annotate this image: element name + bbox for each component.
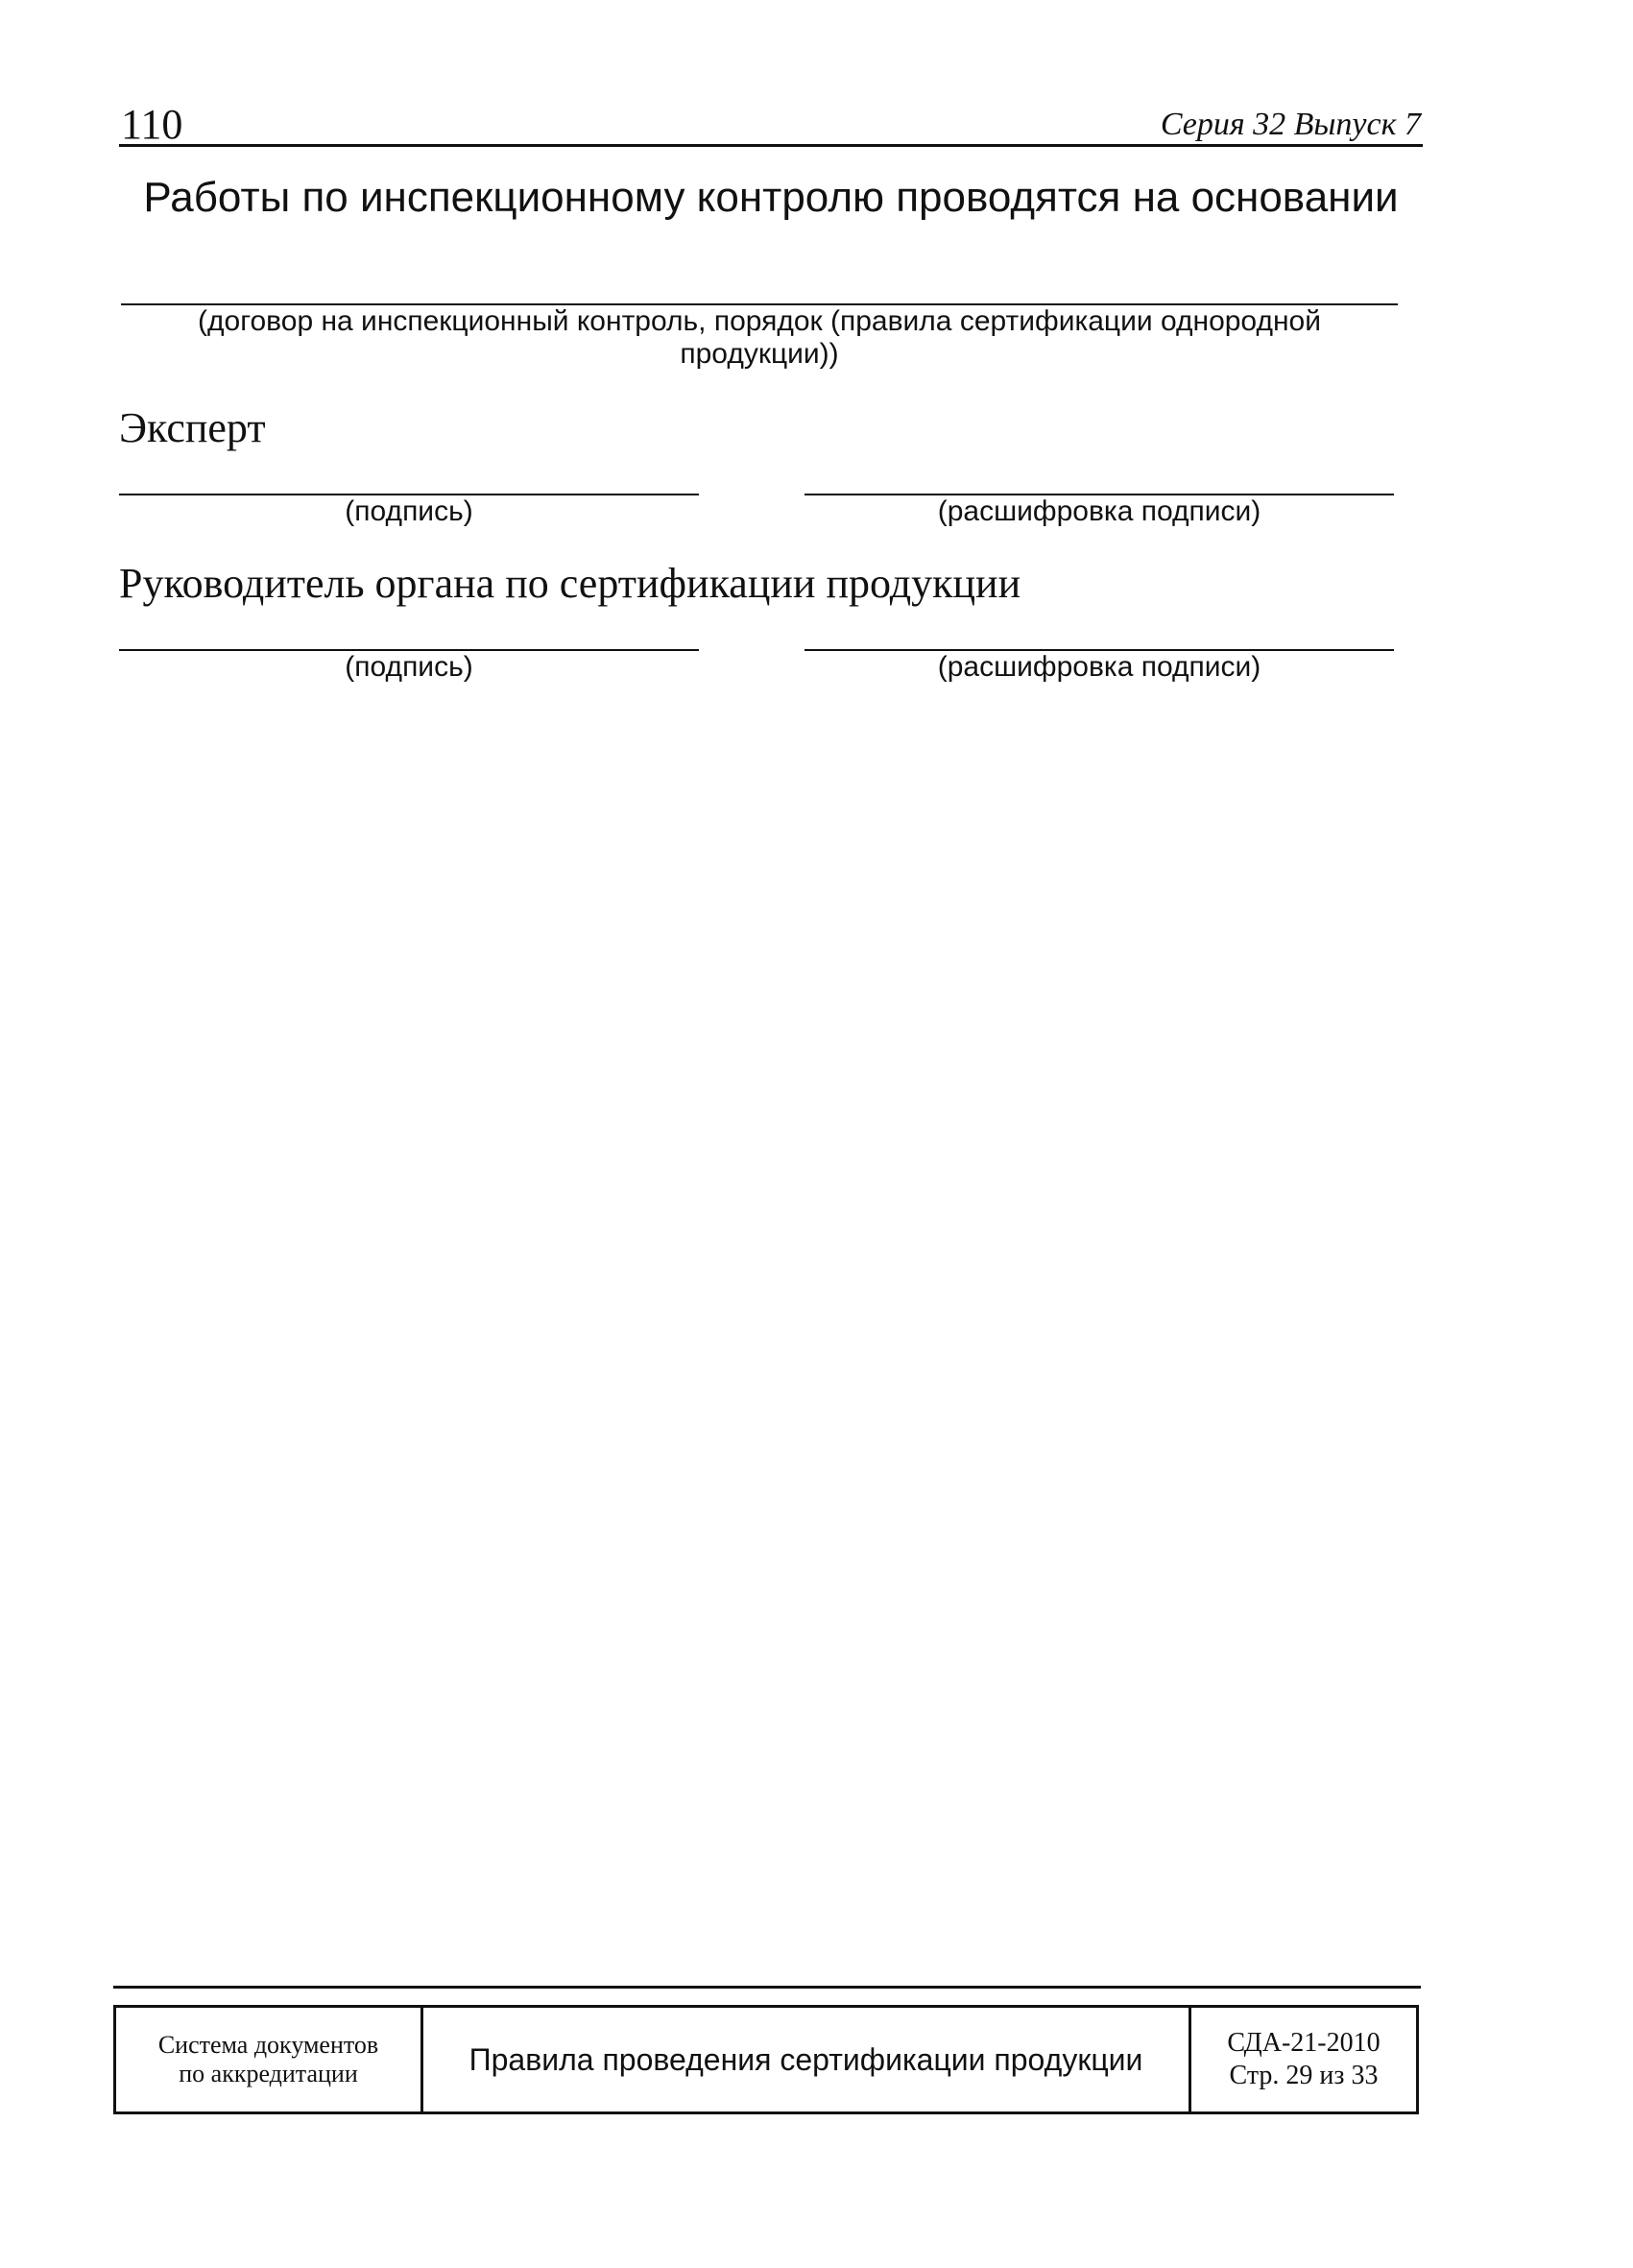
footer-document-title: Правила проведения сертификации продукции bbox=[468, 2042, 1143, 2077]
basis-caption-line-2: продукции)) bbox=[680, 338, 839, 370]
header-divider bbox=[119, 144, 1423, 147]
basis-caption-line-1: (договор на инспекционный контроль, порядок (правила сертификации однородной bbox=[198, 305, 1321, 337]
expert-name-caption: (расшифровка подписи) bbox=[937, 495, 1261, 527]
page-number: 110 bbox=[121, 101, 183, 148]
footer-code-cell bbox=[1191, 2008, 1416, 2111]
basis-caption bbox=[121, 305, 1398, 371]
footer-divider bbox=[113, 1986, 1421, 1989]
footer-system-line-2: по аккредитации bbox=[179, 2060, 358, 2087]
expert-signature-caption: (подпись) bbox=[345, 495, 473, 527]
footer-table bbox=[113, 2005, 1419, 2114]
head-heading: Руководитель органа по сертификации продукции bbox=[119, 560, 1021, 607]
page-title: Работы по инспекционному контролю проводятся на основании bbox=[143, 174, 1399, 221]
footer-document-title-cell bbox=[423, 2008, 1191, 2111]
footer-system-cell bbox=[116, 2008, 423, 2111]
footer-page-indicator: Стр. 29 из 33 bbox=[1229, 2061, 1379, 2090]
expert-heading: Эксперт bbox=[119, 404, 266, 451]
head-signature-caption: (подпись) bbox=[345, 651, 473, 683]
head-name-caption: (расшифровка подписи) bbox=[937, 651, 1261, 683]
series-label: Серия 32 Выпуск 7 bbox=[1160, 107, 1421, 142]
footer-system-line-1: Система документов bbox=[157, 2031, 379, 2059]
footer-document-code: СДА-21-2010 bbox=[1227, 2028, 1381, 2058]
